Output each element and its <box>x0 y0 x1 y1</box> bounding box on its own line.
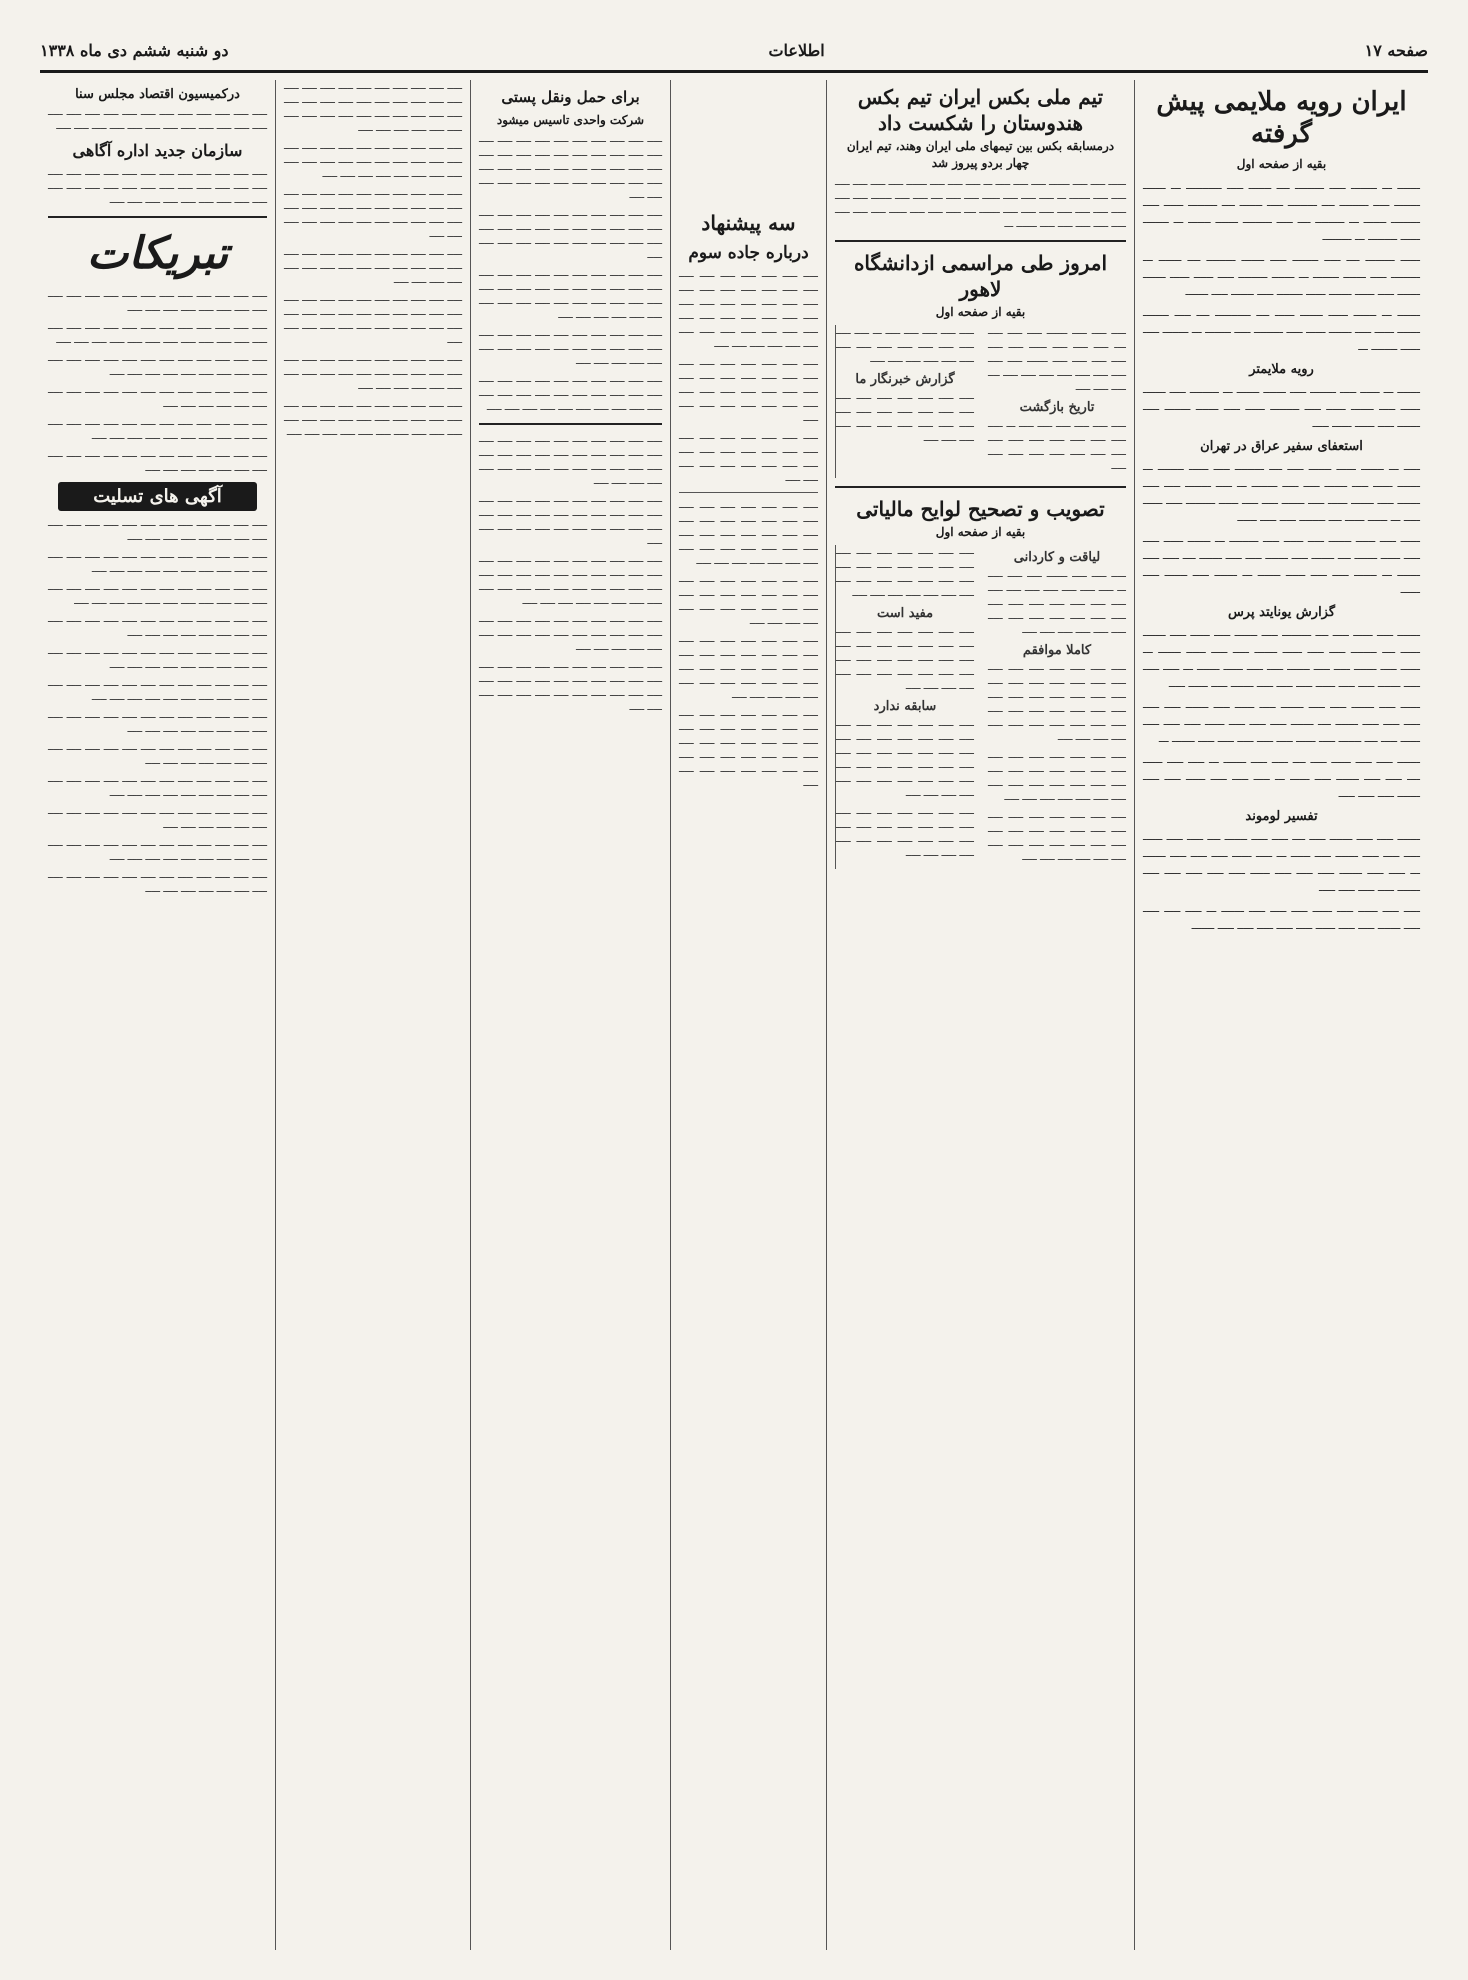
road-headline: سه پیشنهاد <box>701 211 796 235</box>
masthead <box>40 36 1428 73</box>
econ-body: ـــــ ـــــ ـــــ ـــــ ـــــ ـــــ ـــــ ـــــ ـــــ ـــــ ـــــ ـــــ ـــــ ـــــ ـــــ ـــــ ـــــ ـــــ ـــــ ـــــ ـــــ ـــــ ـــــ ـــــ <box>48 107 267 132</box>
article-body: ـــــــ ـــ ــــــــ ـــــ ـــــــــ ــــ ـــــــ ـــــ ـــــــــــ ـــ ـــــــ ــــــــ ـــــ ـــــــــ ــــ ـــــــــ ـــــ ـــــــ ــــ ـــــــــ ــــــ ـــــ ـــــــــ ـــــــ ـــ ـــــــــ ــــ ـــــ ـــــــــ ـــــــ ـــــــ ـــ ــــــــ ــــــ ـــــــــ ـــ ـــــــــ ــــــ ـــــــــ ــــ ـــــ ــــــــ ـــــ ـــــــ ـــــــــ ــــ ـــــــ ـــ ـــــــــ ـــــ ـــــــ ــــــــ ـــ ـــــــ ـــــــــ ـــــ ــــــ ــــــ ـــــــ ـــــــ ـــــ ــــــ ـــــــ ــــــ ــــــــ ـــــ ـــــــ ـــــ ـــــــ ـــــــ ـــ ـــــــ ــــــ ـــــــ ــــــ ــــ ـــــــــــ ــــ ـــــ ــــــــ ـــــــ ــــــ ـــــ ـــــــ ــــــ ـــــ ـــــــــ ـــــ ــــــــ ـــ ــــــــ ـــــ ــــــ ــــــــ ـــ <box>1143 179 1420 353</box>
subheading: مفید است <box>876 606 934 621</box>
subheading: سابقه ندارد <box>873 699 937 714</box>
agahi-headline: سازمان جدید اداره آگاهی <box>72 141 243 160</box>
agahi-body: ـــــ ـــــ ـــــ ـــــ ـــــ ـــــ ـــــ ـــــ ـــــ ـــــ ـــــ ـــــ ـــــ ـــــ ـــــ ـــــ ـــــ ـــــ ـــــ ـــــ ـــــ ـــــ ـــــ ـــــ ـــــ ـــــ ـــــ ـــــ ـــــ ـــــ ـــــ ـــــ ـــــ <box>48 167 267 206</box>
column-ads-middle <box>275 80 470 1950</box>
mail-body: ـــــ ـــــ ـــــ ـــــ ـــــ ـــــ ـــــ ـــــ ـــــ ـــــ ـــــ ـــــ ـــــ ـــــ ـــــ ـــــ ـــــ ـــــ ـــــ ـــــ ـــــ ـــــ ـــــ ـــــ ـــــ ـــــ ـــــ ـــــ ـــــ ـــــ ـــــ ـــــ ـــــ ـــــ ـــــ ـــــ ـــــ ـــــ ـــــ ـــــ ـــــ ـــــ ـــــ ـــــ ـــــ ـــــ ـــــ ـــــ ـــــ ـــــ ـــــ ـــــ ـــــ ـــــ ـــــ ـــــ ـــــ ـــــ ـــــ ـــــ ـــــ ـــــ ـــــ ـــــ ـــــ ـــــ ـــــ ـــــ ـــــ ـــــ ـــــ ـــــ ـــــ ـــــ ـــــ ـــــ ـــــ ـــــ ـــــ ـــــ ـــــ ـــــ ـــــ ـــــ ـــــ ـــــ ـــــ ـــــ ـــــ ـــــ ـــــ ـــــ ـــــ ـــــ ـــــ ـــــ ـــــ ـــــ ـــــ ـــــ ـــــ ـــــ ـــــ ـــــ ـــــ ـــــ ـــــ ـــــ ـــــ ـــــ ـــــ ـــــ ـــــ ـــــ ـــــ ـــــ ـــــ ـــــ ـــــ ـــــ ـــــ ـــــ ـــــ ـــــ ـــــ ـــــ ـــــ ـــــ ـــــ ـــــ ـــــ ـــــ ـــــ ـــــ ـــــ ـــــ ـــــ ـــــ ـــــ ـــــ ـــــ ـــــ ـــــ ـــــ ـــــ ـــــ ـــــ ـــــ ـــــ ـــــ ـــــ ـــــ ـــــ ـــــ ـــــ ـــــ ـــــ ـــــ ـــــ ـــــ ـــــ ـــــ ـــــ ـــــ <box>479 134 662 413</box>
page-number: صفحه ۱۷ <box>1364 40 1428 60</box>
continued-note: بقیه از صفحه اول <box>1236 157 1327 171</box>
subheading: تاریخ بازگشت <box>1019 400 1095 415</box>
paper-name: اطلاعات <box>768 40 825 60</box>
lahore-body: ـــــ ـــــ ـــــ ـــــــ ـــــ ـــــ ـــــ ــــ ـــــ ـــــ ـــــ ــــــ ـــــ ـــــ ـــــ ـــــ ـــــ ـــــ ـــــــ ـــــ ـــــ ـــــ ـــــ ـــــ ـــــ ـــــ ـــــ ـــــ ــــ ـــــ ـــــ ـــــ تاریخ بازگشت ـــــ ـــــ ـــــ ـــــ ـــــ ـــــ ـــ ـــــ ـــــ ـــــ ـــــ ـــــ ـــــ ـــــ ـــــ ـــــ ـــــ ـــــ ـــــ ـــــ ـــــ ـــــ ـــــ ـــــ ـــــ ـــــ ـــــ ـــــ ـــ ـــــ ـــــ ـــــ ـــــ ـــــ ـــــ ـــــ ـــــ ـــــ ـــــ ـــــ ـــــ ـــــ ـــــ ـــــ گزارش خبرنگار ما ـــــ ـــــ ـــــ ـــــ ـــــ ـــــ ـــــ ـــــ ـــــ ـــــ ـــــ ـــــ ـــــ ـــــ ـــــ ـــــ ـــــ ـــــ ـــــ ـــــ ـــــ ـــــ ـــــ ـــــ <box>835 325 1126 478</box>
tax-headline: تصویب و تصحیح لوایح مالیاتی <box>856 497 1105 521</box>
road-body: ـــــ ـــــ ـــــ ـــــ ـــــ ـــــ ـــــ ـــــ ـــــ ـــــ ـــــ ـــــ ـــــ ـــــ ـــــ ـــــ ـــــ ـــــ ـــــ ـــــ ـــــ ـــــ ـــــ ـــــ ـــــ ـــــ ـــــ ـــــ ـــــ ـــــ ـــــ ـــــ ـــــ ـــــ ـــــ ـــــ ـــــ ـــــ ـــــ ـــــ ـــــ ـــــ ـــــ ـــــ ـــــ ـــــ ـــــ ـــــ ـــــ ـــــ ـــــ ـــــ ـــــ ـــــ ـــــ ـــــ ـــــ ـــــ ـــــ ـــــ ـــــ ـــــ ـــــ ـــــ ـــــ ـــــ ـــــ ـــــ ـــــ ـــــ ـــــ ـــــ ـــــ ـــــ ـــــ ـــــ ـــــ ـــــ ـــــ ـــــ ـــــ ـــــ ـــــ ـــــ ـــــ ـــــ ـــــ ـــــ ـــــ ـــــ ـــــ ـــــ ـــــ <box>679 269 818 484</box>
column-road <box>670 80 826 1950</box>
sports-subhead: درمسابقه بکس بین تیمهای ملی ایران وهند، تیم ایران چهار بردو پیروز شد <box>846 139 1115 170</box>
article-body: ـــــــ ـــ ــــــ ـــــ ــــــــ ـــــ ـــــــ ـــــــ ـــ ـــــــــ ـــــ ـــــــ ــــــ ـــــ ـــــــ ــــــ ـــــ ـــــــــ ــــــ ـــــ ـــــــ ــــــــ ـــــ ـــــــ ـــــ ــــــ ــــــ ـــــ <box>1143 383 1420 430</box>
mail-headline: برای حمل ونقل پستی <box>501 88 640 106</box>
sports-body: ــــــ ـــــ ـــــ ـــــــ ـــــ ـــــ ـــــ ـــ ـــــ ـــــ ـــــ ـــــــ ـــــ ـــــ ـــــ ـــــ ـــــ ـــــ ـــــــ ـــ ـــــ ـــــ ـــــ ــــــ ـــــ ـــــ ــــ ـــــ ـــــ ـــــــ ـــــ ـــــ ـــــ ـــــ ـــــ ـــــ ـــــ ـــــ ـــــ ـــــــ ــــ ـــــ ـــــ ـــــ ــــــ ـــــ ـــــ ـــــ ـــــ ـــــ ـــــ ـــــ ـــــ ـــــــ ـــ <box>835 177 1126 230</box>
condolences-heading: آگهی های تسلیت <box>58 482 257 511</box>
greetings-list: ـــــ ـــــ ـــــ ـــــ ـــــ ـــــ ـــــ ـــــ ـــــ ـــــ ـــــ ـــــ ـــــ ـــــ ـــــ ـــــ ـــــ ـــــ ـــــ ـــــ ـــــ ـــــ ـــــ ـــــ ـــــ ـــــ ـــــ ـــــ ـــــ ـــــ ـــــ ـــــ ـــــ ـــــ ـــــ ـــــ ـــــ ـــــ ـــــ ـــــ ـــــ ـــــ ـــــ ـــــ ـــــ ـــــ ـــــ ـــــ ـــــ ـــــ ـــــ ـــــ ـــــ ـــــ ـــــ ـــــ ـــــ ـــــ ـــــ ـــــ ـــــ ـــــ ـــــ ـــــ ـــــ ـــــ ـــــ ـــــ ـــــ ـــــ ـــــ ـــــ ـــــ ـــــ ـــــ ـــــ ـــــ ـــــ ـــــ ـــــ ـــــ ـــــ ـــــ ـــــ ـــــ ـــــ ـــــ ـــــ ـــــ ـــــ ـــــ ـــــ ـــــ ـــــ ـــــ ـــــ ـــــ ـــــ ـــــ ـــــ ـــــ ـــــ ـــــ ـــــ ـــــ ـــــ ـــــ ـــــ ـــــ ـــــ ـــــ ـــــ ـــــ ـــــ ـــــ ـــــ ـــــ ـــــ ـــــ ـــــ ـــــ ـــــ ـــــ ـــــ <box>48 289 267 474</box>
road-headline-2: درباره جاده سوم <box>688 243 809 263</box>
continued-note: بقیه از صفحه اول <box>935 525 1026 539</box>
tax-body: لیاقت و کاردانی ـــــ ـــــ ـــــ ـــــــ ـــــ ـــــ ـــــ ـــ ـــــ ـــــ ـــــ ـــــ ـــــ ـــــ ـــــ ـــــ ـــــ ـــــ ـــــ ـــــ ـــــ ـــــ ـــــ ـــــ ـــــ ـــــ ـــــ ـــــ ـــــ ـــــ ـــــ ـــــ ـــــ ـــــ ـــــ کاملا موافقم ـــــ ـــــ ـــــ ـــــ ـــــ ـــــ ـــــ ـــــ ـــــ ـــــ ـــــ ـــــ ـــــ ـــــ ـــــ ـــــ ـــــ ـــــ ـــــ ـــــ ـــــ ـــــ ـــــ ـــــ ـــــ ـــــ ـــــ ـــــ ـــــ ـــــ ـــــ ـــــ ـــــ ـــــ ـــــ ـــــ ـــــ ـــــ ـــــ ـــــ ـــــ ـــــ ـــــ ـــــ ـــــ ـــــ ـــــ ـــــ ـــــ ـــــ ـــــ ـــــ ـــــ ـــــ ـــــ ـــــ ـــــ ـــــ ـــــ ـــــ ـــــ ـــــ ـــــ ـــــ ـــــ ـــــ ـــــ ـــــ ـــــ ـــــ ـــــ ـــــ ـــــ ـــــ ـــــ ـــــ ـــــ ـــــ ـــــ ـــــ ـــــ ـــــ ـــــ ـــــ ـــــ ـــــ ـــــ ـــــ ـــــ ـــــ ـــــ ـــــ ـــــ ـــــ ـــــ ـــــ ـــــ ـــــ ـــــ ـــــ ـــــ ـــــ ـــــ ـــــ ـــــ ـــــ ـــــ ـــــ ـــــ ـــــ ـــــ ـــــ ـــــ ـــــ ـــــ ـــــ ـــــ ـــــ ـــــ ـــــ ـــــ ـــــ مفید است ـــــ ـــــ ـــــ ـــــ ـــــ ـــــ ـــــ ـــــ ـــــ ـــــ ـــــ ـــــ ـــــ ـــــ ـــــ ـــــ ـــــ ـــــ ـــــ ـــــ ـــــ ـــــ ـــــ ـــــ ـــــ ـــــ ـــــ ـــــ ـــــ ـــــ ـــــ ـــــ سابقه ندارد ـــــ ـــــ ـــــ ـــــ ـــــ ـــــ ـــــ ـــــ ـــــ ـــــ ـــــ ـــــ ـــــ ـــــ ـــــ ـــــ ـــــ ـــــ ـــــ ـــــ ـــــ ـــــ ـــــ ـــــ ـــــ ـــــ ـــــ ـــــ ـــــ ـــــ ـــــ ـــــ ـــــ ـــــ ـــــ ـــــ ـــــ ـــــ ـــــ ـــــ ـــــ ـــــ ـــــ ـــــ ـــــ ـــــ ـــــ ـــــ ـــــ ـــــ ـــــ ـــــ ـــــ ـــــ ـــــ ـــــ ـــــ ـــــ ـــــ ـــــ ـــــ ـــــ ـــــ ـــــ <box>835 545 1126 869</box>
subheading: تفسیر لوموند <box>1245 809 1318 824</box>
columns <box>40 80 1428 1950</box>
continued-note: بقیه از صفحه اول <box>935 305 1026 319</box>
sports-headline: تیم ملی بکس ایران تیم بکس هندوستان را شکست داد <box>857 85 1104 135</box>
subheading: رویه ملایمتر <box>1249 362 1314 377</box>
column-iran-iraq <box>1134 80 1428 1950</box>
subheading: استعفای سفیر عراق در تهران <box>1200 439 1363 454</box>
column-econ-ads <box>40 80 275 1950</box>
notices: ـــــ ـــــ ـــــ ـــــ ـــــ ـــــ ـــــ ـــــ ـــــ ـــــ ـــــ ـــــ ـــــ ـــــ ـــــ ـــــ ـــــ ـــــ ـــــ ـــــ ـــــ ـــــ ـــــ ـــــ ـــــ ـــــ ـــــ ـــــ ـــــ ـــــ ـــــ ـــــ ـــــ ـــــ ـــــ ـــــ ـــــ ـــــ ـــــ ـــــ ـــــ ـــــ ـــــ ـــــ ـــــ ـــــ ـــــ ـــــ ـــــ ـــــ ـــــ ـــــ ـــــ ـــــ ـــــ ـــــ ـــــ ـــــ ـــــ ـــــ ـــــ ـــــ ـــــ ـــــ ـــــ ـــــ ـــــ ـــــ ـــــ ـــــ ـــــ ـــــ ـــــ ـــــ ـــــ ـــــ ـــــ ـــــ ـــــ ـــــ ـــــ ـــــ ـــــ ـــــ ـــــ ـــــ ـــــ ـــــ ـــــ ـــــ ـــــ ـــــ ـــــ ـــــ ـــــ ـــــ ـــــ ـــــ ـــــ ـــــ ـــــ ـــــ ـــــ ـــــ ـــــ ـــــ ـــــ ـــــ ـــــ ـــــ ـــــ ـــــ ـــــ ـــــ ـــــ ـــــ ـــــ ـــــ ـــــ ـــــ ـــــ ـــــ ـــــ ـــــ ـــــ ـــــ ـــــ ـــــ ـــــ <box>679 500 818 789</box>
subheading: گزارش خبرنگار ما <box>855 372 955 387</box>
subheading: گزارش یونایتد پرس <box>1227 605 1336 620</box>
notices: ـــــ ـــــ ـــــ ـــــ ـــــ ـــــ ـــــ ـــــ ـــــ ـــــ ـــــ ـــــ ـــــ ـــــ ـــــ ـــــ ـــــ ـــــ ـــــ ـــــ ـــــ ـــــ ـــــ ـــــ ـــــ ـــــ ـــــ ـــــ ـــــ ـــــ ـــــ ـــــ ـــــ ـــــ ـــــ ـــــ ـــــ ـــــ ـــــ ـــــ ـــــ ـــــ ـــــ ـــــ ـــــ ـــــ ـــــ ـــــ ـــــ ـــــ ـــــ ـــــ ـــــ ـــــ ـــــ ـــــ ـــــ ـــــ ـــــ ـــــ ـــــ ـــــ ـــــ ـــــ ـــــ ـــــ ـــــ ـــــ ـــــ ـــــ ـــــ ـــــ ـــــ ـــــ ـــــ ـــــ ـــــ ـــــ ـــــ ـــــ ـــــ ـــــ ـــــ ـــــ ـــــ ـــــ ـــــ ـــــ ـــــ ـــــ ـــــ ـــــ ـــــ ـــــ ـــــ ـــــ ـــــ ـــــ ـــــ ـــــ ـــــ ـــــ ـــــ ـــــ ـــــ ـــــ ـــــ ـــــ ـــــ ـــــ ـــــ ـــــ ـــــ ـــــ ـــــ ـــــ ـــــ ـــــ ـــــ ـــــ ـــــ ـــــ ـــــ ـــــ ـــــ ـــــ ـــــ ـــــ ـــــ ـــــ ـــــ ـــــ ـــــ ـــــ ـــــ ـــــ ـــــ ـــــ ـــــ ـــــ ـــــ ـــــ ـــــ ـــــ ـــــ ـــــ ـــــ ـــــ ـــــ ـــــ ـــــ ـــــ ـــــ ـــــ ـــــ ـــــ ـــــ ـــــ ـــــ ـــــ ـــــ ـــــ ـــــ ـــــ ـــــ ـــــ ـــــ ـــــ ـــــ ـــــ ـــــ ـــــ ـــــ ـــــ ـــــ ـــــ ـــــ ـــــ ـــــ ـــــ ـــــ ـــــ ـــــ ـــــ ـــــ ـــــ ـــــ ـــــ ـــــ ـــــ ـــــ ـــــ ـــــ ـــــ ـــــ ـــــ ـــــ ـــــ ـــــ ـــــ ـــــ ـــــ ـــــ ـــــ ـــــ ـــــ ـــــ <box>284 81 462 438</box>
divider <box>835 240 1126 242</box>
column-sports-lahore-tax <box>826 80 1134 1950</box>
divider <box>835 486 1126 488</box>
issue-date: دو شنبه ششم دی ماه ۱۳۳۸ <box>40 40 229 60</box>
article-body: ـــــــ ـــــ ـــــ ـــــــ ـــــ ــــ ـــــ ـــــ ـــــــ ــــ ـــــ ـــــ ــــــ ـــــ ـــــ ـــــ ـــــــ ـــــ ــــــ ـــ ـــــ ــــــ ـــــ ـــــ ـــــ ـــــــ ـــ ـــــ ـــــ ـــــــ ـــــ ـــــ ـــــ ــــــ ـــــ ـــــ ـــــ ـــــ ـــــ ـــــــ ـــــ ـــــ ـــــ ـــــ ـــــ ـــــ ــــــ ـــــ ــــــ ـــــ ـــــ ـــــ ـــــــ ـــ ـــــ ـــــ ـــــ ـــــ ـــــــ ـــــ ـــــ ــــــ ـــــ ـــــ ـــــ ـــــ ـــــ ـــــــ <box>1143 830 1420 932</box>
greetings-heading: تبریکات <box>86 228 229 279</box>
subheading: کاملا موافقم <box>1022 643 1092 658</box>
column-mail <box>470 80 670 1950</box>
article-body: ـــــ ـــ ـــــــ ــــــ ـــــــ ـــــ ــــ ـــــــــ ـــــ ــــــ ــــــــ ـــ ـــــــ ــــــ ـــــ ـــــــ ـــــ ـــــ ــــــــ ـــ ـــــ ــــــــ ـــــ ـــــ ـــــــ ـــــ ـــــــ ــــــ ـــــ ـــــــ ـــــ ـــــ ــــــ ـــــــــ ـــــ ــــــ ـــــ ـــ ــــــ ــــــ ــــ ــــــــ ـــــ ـــــ ــــــ ــــــ ـــــ ــــــ ـــــــ ـــــ ــــــ ـــــ ـــــــــ ـــ ـــــــ ــــــ ـــــ ـــــ ــــــ ـــــــ ــــ ـــــــ ـــــ ـــــــ ـــــ ـــــ ـــــــ ــــ ـــــ ـــــ ـــــــ ـــ ـــــــ ـــــ ـــــ ــــــ ـــــــ ـــ ـــــــ ـــــ ـــــــ ـــــ ــــــ <box>1143 460 1420 596</box>
article-body: ـــــــ ـــــ ــــــ ـــــ ــــ ـــــــــ ـــــ ـــــــ ـــــ ــــــ ـــــ ـــــــ ــــــ ــــ ــــــــ ـــــ ـــــ ــــــ ـــــــ ـــــ ـــــ ــــــ ـــــــ ـــ ــــــ ـــــ ـــــــ ـــــ ـــــ ـــــــ ـــــ ـــــ ــــــ ـــــــ ـــ ـــــ ـــــ ـــــ ـــــــ ـــــ ـــــ ــــــ ـــــ ـــــ ـــــ ـــــــ ـــــ ــــــ ـــــ ــــــ ـــــ ـــــــ ـــــ ـــــ ـــــــ ـــــ ــــــ ـــــ ـــــــ ـــــ ـــــ ـــــ ـــــ ـــــ ـــــــ ــــ ـــــــ ـــــ ـــــ ـــــ ــــــ ـــــ ـــــ ـــــ ــــــ ـــــ ــــ ـــــــ ـــــ ــــــ ـــــ ـــــ ـــــ ـــــ ـــــ ـــــــ ـــ ـــــــ ـــــ ـــــ ــــــ ـــــ ــــ ـــــ ـــــ ـــــــ ـــ ـــــ ـــــ ــــــ ــــ ـــــ ـــــ ـــــــ ـــــ ــــــ ـــ ـــــ ـــــ ـــــ ــــــ ـــــ ـــــ ـــــــ ـــــ ـــــ ـــــ <box>1143 626 1420 800</box>
notices: ـــــ ـــــ ـــــ ـــــ ـــــ ـــــ ـــــ ـــــ ـــــ ـــــ ـــــ ـــــ ـــــ ـــــ ـــــ ـــــ ـــــ ـــــ ـــــ ـــــ ـــــ ـــــ ـــــ ـــــ ـــــ ـــــ ـــــ ـــــ ـــــ ـــــ ـــــ ـــــ ـــــ ـــــ ـــــ ـــــ ـــــ ـــــ ـــــ ـــــ ـــــ ـــــ ـــــ ـــــ ـــــ ـــــ ـــــ ـــــ ـــــ ـــــ ـــــ ـــــ ـــــ ـــــ ـــــ ـــــ ـــــ ـــــ ـــــ ـــــ ـــــ ـــــ ـــــ ـــــ ـــــ ـــــ ـــــ ـــــ ـــــ ـــــ ـــــ ـــــ ـــــ ـــــ ـــــ ـــــ ـــــ ـــــ ـــــ ـــــ ـــــ ـــــ ـــــ ـــــ ـــــ ـــــ ـــــ ـــــ ـــــ ـــــ ـــــ ـــــ ـــــ ـــــ ـــــ ـــــ ـــــ ـــــ ـــــ ـــــ ـــــ ـــــ ـــــ ـــــ ـــــ ـــــ ـــــ ـــــ ـــــ ـــــ ـــــ ـــــ ـــــ ـــــ ـــــ ـــــ ـــــ ـــــ ـــــ ـــــ ـــــ ـــــ ـــــ ـــــ ـــــ ـــــ ـــــ ـــــ ـــــ ـــــ ـــــ ـــــ ـــــ ـــــ ـــــ ـــــ ـــــ ـــــ ـــــ ـــــ ـــــ ـــــ ـــــ ـــــ ـــــ ـــــ ـــــ ـــــ ـــــ ـــــ ـــــ ـــــ ـــــ ـــــ ـــــ ـــــ ـــــ ـــــ ـــــ ـــــ <box>479 434 662 713</box>
mail-subhead: شرکت واحدی تاسیس میشود <box>496 113 645 127</box>
subheading: لیاقت و کاردانی <box>1013 550 1101 565</box>
lahore-headline: امروز طی مراسمی ازدانشگاه لاهور <box>853 251 1108 301</box>
article-headline: ایران رویه ملایمی پیش گرفته <box>1156 87 1407 149</box>
condolences-list: ـــــ ـــــ ـــــ ـــــ ـــــ ـــــ ـــــ ـــــ ـــــ ـــــ ـــــ ـــــ ـــــ ـــــ ـــــ ـــــ ـــــ ـــــ ـــــ ـــــ ـــــ ـــــ ـــــ ـــــ ـــــ ـــــ ـــــ ـــــ ـــــ ـــــ ـــــ ـــــ ـــــ ـــــ ـــــ ـــــ ـــــ ـــــ ـــــ ـــــ ـــــ ـــــ ـــــ ـــــ ـــــ ـــــ ـــــ ـــــ ـــــ ـــــ ـــــ ـــــ ـــــ ـــــ ـــــ ـــــ ـــــ ـــــ ـــــ ـــــ ـــــ ـــــ ـــــ ـــــ ـــــ ـــــ ـــــ ـــــ ـــــ ـــــ ـــــ ـــــ ـــــ ـــــ ـــــ ـــــ ـــــ ـــــ ـــــ ـــــ ـــــ ـــــ ـــــ ـــــ ـــــ ـــــ ـــــ ـــــ ـــــ ـــــ ـــــ ـــــ ـــــ ـــــ ـــــ ـــــ ـــــ ـــــ ـــــ ـــــ ـــــ ـــــ ـــــ ـــــ ـــــ ـــــ ـــــ ـــــ ـــــ ـــــ ـــــ ـــــ ـــــ ـــــ ـــــ ـــــ ـــــ ـــــ ـــــ ـــــ ـــــ ـــــ ـــــ ـــــ ـــــ ـــــ ـــــ ـــــ ـــــ ـــــ ـــــ ـــــ ـــــ ـــــ ـــــ ـــــ ـــــ ـــــ ـــــ ـــــ ـــــ ـــــ ـــــ ـــــ ـــــ ـــــ ـــــ ـــــ ـــــ ـــــ ـــــ ـــــ ـــــ ـــــ ـــــ ـــــ ـــــ ـــــ ـــــ ـــــ ـــــ ـــــ ـــــ ـــــ ـــــ ـــــ ـــــ ـــــ ـــــ ـــــ ـــــ ـــــ ـــــ ـــــ ـــــ ـــــ ـــــ ـــــ ـــــ ـــــ ـــــ ـــــ ـــــ ـــــ ـــــ ـــــ ـــــ ـــــ ـــــ ـــــ ـــــ ـــــ ـــــ ـــــ ـــــ ـــــ ـــــ ـــــ ـــــ ـــــ ـــــ ـــــ ـــــ ـــــ ـــــ ـــــ ـــــ ـــــ ـــــ ـــــ ـــــ ـــــ ـــــ ـــــ ـــــ ـــــ ـــــ ـــــ ـــــ ـــــ ـــــ ـــــ ـــــ ـــــ ـــــ ـــــ ـــــ ـــــ ـــــ ـــــ ـــــ ـــــ ـــــ ـــــ ـــــ ـــــ ـــــ ـــــ ـــــ ـــــ ـــــ ـــــ ـــــ ـــــ ـــــ ـــــ <box>48 518 267 895</box>
econ-headline: درکمیسیون اقتصاد مجلس سنا <box>75 87 240 102</box>
